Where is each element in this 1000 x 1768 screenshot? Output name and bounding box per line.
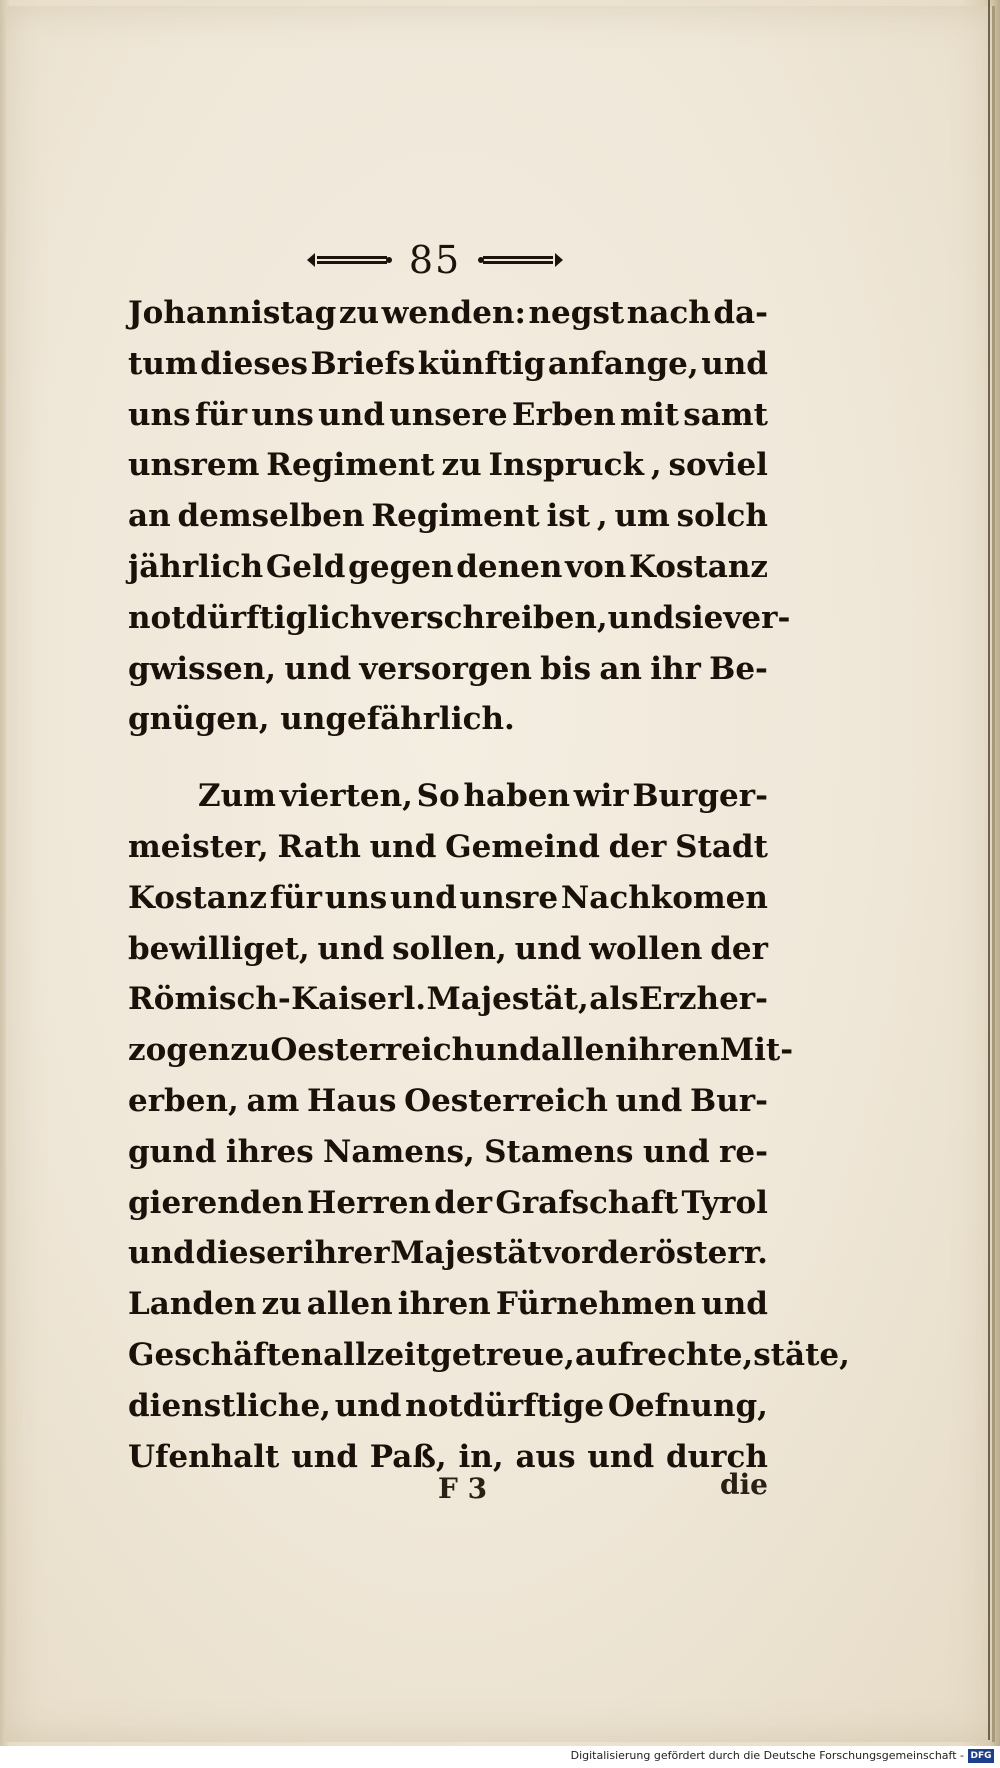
word: ist [546, 498, 591, 535]
word: soviel [668, 447, 768, 484]
word: Herren [307, 1184, 431, 1221]
word: versorgen [359, 650, 532, 687]
word: Paß, [369, 1438, 447, 1475]
word: an [599, 650, 642, 687]
word: und [291, 1438, 358, 1475]
text-line [128, 390, 768, 441]
word: dieses [200, 345, 308, 382]
word: dienstliche, [128, 1387, 331, 1424]
word: Erzher- [638, 981, 768, 1018]
word: Regiment [371, 498, 540, 535]
word: verschreiben, [372, 599, 608, 636]
word: re- [719, 1133, 768, 1170]
word: der [710, 930, 768, 967]
word: jährlich [128, 548, 264, 585]
catchword: die [719, 1468, 768, 1501]
word: für [194, 396, 248, 433]
word: ver- [723, 599, 791, 636]
word: in, [458, 1438, 504, 1475]
word: durch [665, 1438, 768, 1475]
word: ihren [626, 1032, 720, 1069]
word: Oefnung, [607, 1387, 768, 1424]
word: meister, [128, 828, 269, 865]
word: der [434, 1184, 493, 1221]
word: erben, [128, 1082, 239, 1119]
word: Stamens [484, 1133, 634, 1170]
word: wir [573, 778, 629, 815]
text-line [128, 1381, 768, 1432]
text-line [128, 873, 768, 924]
text-line [128, 644, 768, 695]
word: Landen [128, 1286, 257, 1323]
word: Briefs [310, 345, 416, 382]
word: Römisch- [128, 981, 291, 1018]
body-text [128, 288, 850, 1482]
word: Geld [265, 548, 346, 585]
word: Gemeind [445, 828, 600, 865]
word: Mit- [719, 1032, 794, 1069]
word: und [317, 930, 385, 967]
word: und [128, 1235, 195, 1272]
word: an [128, 498, 171, 535]
word: Ufenhalt [128, 1438, 280, 1475]
page-number: 85 [408, 238, 462, 282]
word: notdürftiglich [128, 599, 373, 636]
word: zu [441, 447, 482, 484]
word: Rath [277, 828, 361, 865]
word: bewilliget, [128, 930, 310, 967]
word: stäte, [753, 1336, 850, 1373]
word: und [334, 1387, 402, 1424]
word: haben [463, 778, 571, 815]
word: Grafschaft [495, 1184, 679, 1221]
word: nach [626, 295, 711, 331]
word: Oesterreich [404, 1082, 608, 1119]
word: notdürftige [405, 1387, 605, 1424]
word: Bur- [690, 1082, 768, 1119]
word: tum [128, 345, 198, 382]
word: und [701, 1286, 768, 1323]
text-line [128, 1076, 768, 1127]
word: Johannistag [128, 295, 337, 331]
text-line [128, 1127, 768, 1178]
text-line [128, 542, 768, 593]
text-line: gnügen, ungefährlich. [128, 701, 515, 738]
word: da- [713, 295, 768, 331]
text-line [128, 288, 768, 339]
text-line [128, 440, 768, 491]
word: sollen, [392, 930, 507, 967]
page-footer [128, 1468, 768, 1512]
word: um [614, 498, 670, 535]
word: getreue, [430, 1336, 575, 1373]
word: Be- [709, 650, 768, 687]
word: wenden: [381, 295, 526, 331]
word: zu [338, 295, 380, 331]
text-line [128, 822, 768, 873]
word: unsrem [128, 447, 260, 484]
word: Erben [511, 396, 616, 433]
word: und [284, 650, 352, 687]
word: vorderösterr. [542, 1235, 768, 1272]
dfg-credit-text: Digitalisierung gefördert durch die Deutsche Forschungsgemeinschaft - [570, 1749, 964, 1762]
word: und [607, 599, 675, 636]
word: künftig [417, 345, 546, 382]
word: solch [676, 498, 768, 535]
word: uns [251, 396, 314, 433]
word: aus [515, 1438, 576, 1475]
word: und [390, 879, 457, 916]
word: mit [620, 396, 679, 433]
signature-mark: F 3 [438, 1472, 488, 1505]
word: gegen [348, 548, 454, 585]
word: bis [540, 650, 592, 687]
word: aufrechte, [574, 1336, 754, 1373]
word: als [589, 981, 639, 1018]
text-line [128, 1330, 850, 1381]
word: und [642, 1133, 710, 1170]
word: ihres [225, 1133, 314, 1170]
word: wollen [589, 930, 703, 967]
word: Regiment [266, 447, 435, 484]
digitization-credit-bar [0, 1746, 1000, 1768]
paragraph-gap [128, 745, 768, 771]
word: Tyrol [681, 1184, 768, 1221]
word: , [596, 498, 608, 535]
word: zu [230, 1032, 271, 1069]
word: und [474, 1032, 541, 1069]
word: und [369, 828, 437, 865]
word: vierten, [279, 778, 413, 815]
word: allzeit [323, 1336, 431, 1373]
word: zogen [128, 1032, 231, 1069]
paragraph-1 [128, 288, 791, 745]
word: Kaiserl. [291, 981, 427, 1018]
word: So [416, 778, 460, 815]
text-line [128, 1279, 768, 1330]
paragraph-2 [128, 771, 850, 1482]
text-line [128, 1178, 768, 1229]
word: uns [128, 396, 191, 433]
word: von [565, 548, 627, 585]
running-header [295, 240, 575, 280]
word: ihrer [302, 1235, 390, 1272]
word: anfange, [547, 345, 699, 382]
word: Burger- [632, 778, 768, 815]
word: für [269, 879, 322, 916]
word: allen [306, 1286, 393, 1323]
word: ihren [397, 1286, 491, 1323]
word: demselben [177, 498, 365, 535]
word: Zum [198, 778, 276, 815]
word: gierenden [128, 1184, 304, 1221]
text-line [128, 1025, 794, 1076]
text-line [128, 339, 768, 390]
word: Stadt [675, 828, 768, 865]
word: gund [128, 1133, 217, 1170]
word: und [701, 345, 768, 382]
word: ihr [650, 650, 701, 687]
text-line [128, 1228, 768, 1279]
word: und [615, 1082, 683, 1119]
word: und [514, 930, 582, 967]
word: sie [674, 599, 724, 636]
left-ornament-icon [305, 249, 395, 271]
word: unsre [459, 879, 559, 916]
word: zu [261, 1286, 302, 1323]
word: und [587, 1438, 655, 1475]
word: Majestät [390, 1235, 542, 1272]
text-line [128, 771, 768, 822]
word: allen [540, 1032, 627, 1069]
word: denen [456, 548, 563, 585]
text-line [128, 974, 768, 1025]
word: Inspruck [488, 447, 644, 484]
word: Namens, [323, 1133, 475, 1170]
word: negst [528, 295, 625, 331]
word: der [608, 828, 667, 865]
text-line [128, 491, 768, 542]
page-edge [988, 0, 990, 1740]
word: Nachkomen [560, 879, 768, 916]
word: uns [324, 879, 388, 916]
word: samt [683, 396, 768, 433]
word: Kostanz [128, 879, 267, 916]
word: Haus [307, 1082, 397, 1119]
word: und [318, 396, 385, 433]
word: Geschäften [128, 1336, 324, 1373]
word: unsere [389, 396, 508, 433]
word: gwissen, [128, 650, 277, 687]
right-ornament-icon [475, 249, 565, 271]
dfg-logo-icon: DFG [968, 1749, 994, 1763]
word: Fürnehmen [495, 1286, 697, 1323]
word: , [650, 447, 662, 484]
text-line [128, 593, 791, 644]
word: Kostanz [629, 548, 768, 585]
word: Majestät, [426, 981, 589, 1018]
text-line [128, 924, 768, 975]
word: dieser [195, 1235, 303, 1272]
word: am [246, 1082, 300, 1119]
word: Oesterreich [270, 1032, 475, 1069]
